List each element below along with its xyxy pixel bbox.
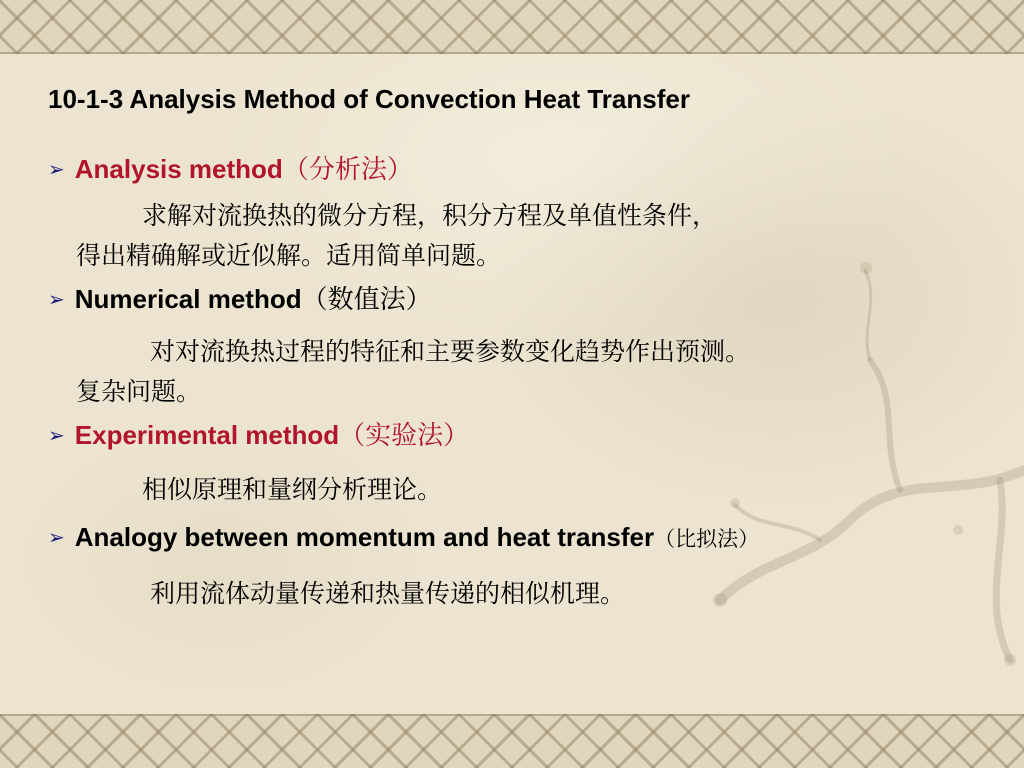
decorative-border-top (0, 0, 1024, 54)
slide-title: 10-1-3 Analysis Method of Convection Heat Transfer (48, 84, 690, 114)
bullet-label-cn: （比拟法） (654, 528, 760, 551)
description-line: 复杂问题。 (76, 377, 202, 406)
arrow-right-icon: ➢ (48, 527, 65, 549)
bullet-label: Experimental method (74, 420, 340, 450)
bullet-analogy-method (48, 524, 759, 550)
arrow-right-icon: ➢ (48, 289, 65, 311)
bullet-numerical-method (48, 286, 432, 312)
description-line: 对对流换热过程的特征和主要参数变化趋势作出预测。 (150, 337, 751, 366)
bullet-analysis-method (48, 156, 413, 182)
bullet-label: Analysis method (74, 154, 283, 184)
arrow-right-icon: ➢ (48, 159, 65, 181)
bullet-label: Numerical method (74, 284, 302, 314)
arrow-right-icon: ➢ (48, 425, 65, 447)
description-line: 求解对流换热的微分方程，积分方程及单值性条件， (142, 201, 718, 230)
description-line: 相似原理和量纲分析理论。 (142, 475, 443, 504)
decorative-border-bottom (0, 714, 1024, 768)
bullet-experimental-method (48, 422, 469, 448)
bullet-label-cn: （数值法） (301, 284, 432, 314)
description-line: 得出精确解或近似解。适用简单问题。 (76, 241, 502, 270)
description-line: 利用流体动量传递和热量传递的相似机理。 (150, 579, 626, 608)
bullet-label-cn: （分析法） (282, 154, 413, 184)
bullet-label-cn: （实验法） (339, 420, 470, 450)
bullet-label: Analogy between momentum and heat transfer (74, 522, 655, 552)
